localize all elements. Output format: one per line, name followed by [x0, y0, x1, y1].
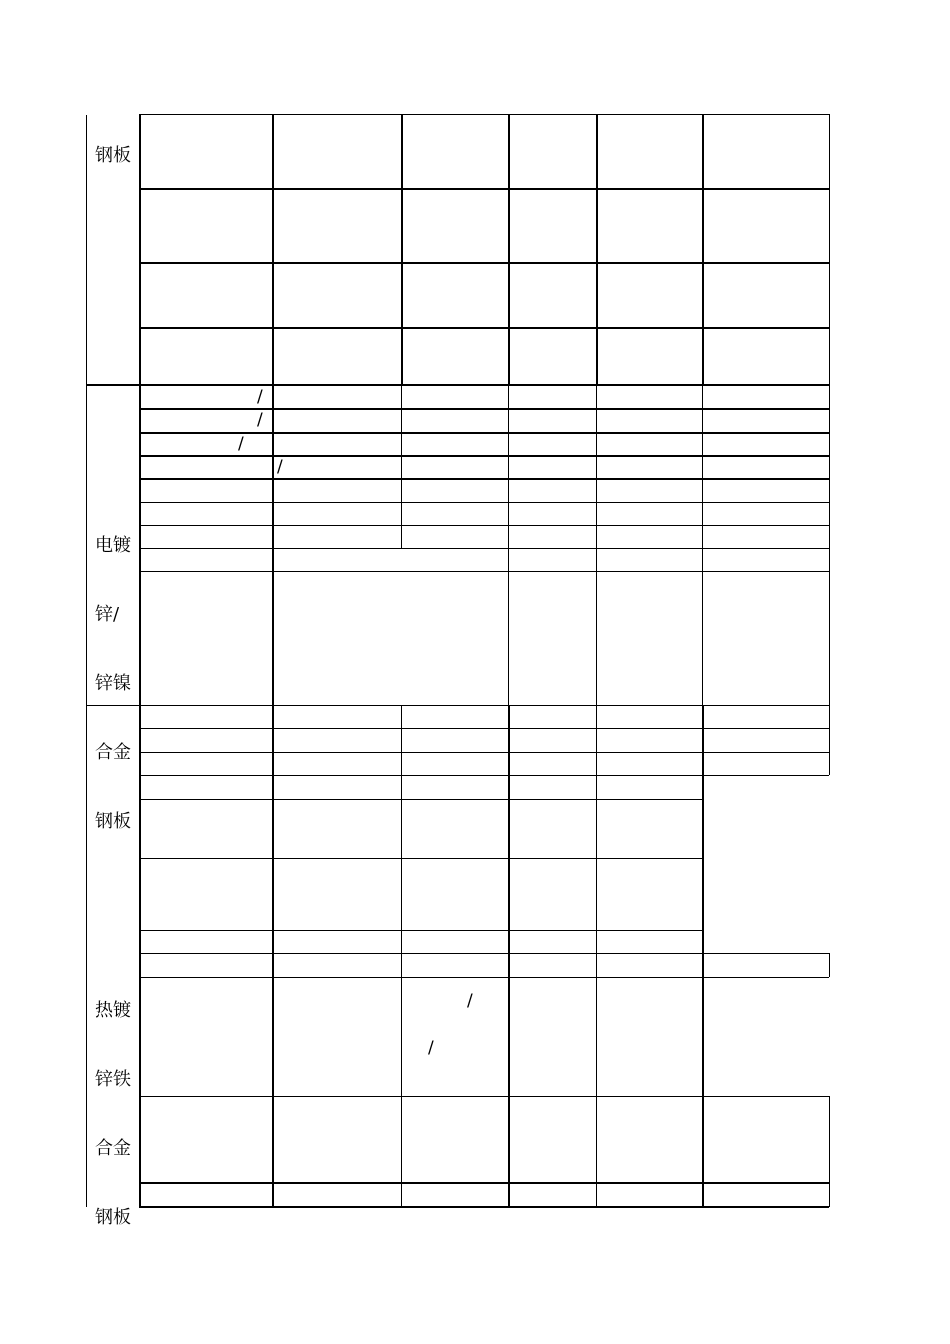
grid-line-h — [139, 858, 702, 859]
grid-line-v — [401, 384, 402, 548]
grid-line-h — [86, 705, 829, 706]
slash-mark: / — [428, 1038, 434, 1058]
section-label-line: 钢板 — [95, 145, 131, 166]
grid-line-h — [139, 775, 829, 776]
grid-line-h — [139, 525, 829, 526]
slash-mark: / — [467, 991, 473, 1011]
grid-line-v — [401, 114, 403, 384]
grid-line-v — [86, 115, 87, 1207]
grid-line-h — [139, 262, 829, 264]
section-label-line: 热镀 — [95, 1000, 131, 1021]
grid-line-h — [139, 478, 829, 480]
grid-line-h — [139, 408, 829, 410]
section-label-line: 锌/ — [95, 604, 120, 625]
grid-line-v — [508, 705, 510, 1207]
grid-line-h — [139, 502, 829, 503]
grid-line-h — [139, 799, 702, 800]
grid-line-h — [86, 384, 829, 386]
section-label-line: 钢板 — [95, 1207, 131, 1228]
grid-line-v — [272, 705, 274, 1207]
grid-line-h — [139, 752, 829, 753]
section-label-electro — [95, 488, 131, 856]
section-label-line: 电镀 — [95, 535, 131, 556]
section-label-hotdip — [95, 953, 131, 1252]
grid-line-h — [139, 548, 829, 549]
section-label-line: 钢板 — [95, 811, 131, 832]
grid-line-v — [702, 384, 703, 705]
grid-line-v — [702, 705, 704, 1207]
grid-line-v — [702, 114, 704, 384]
grid-line-v — [829, 705, 830, 775]
grid-line-v — [596, 384, 597, 705]
slash-mark: / — [277, 457, 283, 477]
grid-line-v — [829, 953, 830, 977]
grid-line-h — [139, 977, 829, 978]
grid-line-h — [139, 571, 829, 572]
grid-line-h — [139, 455, 829, 457]
grid-line-h — [139, 1182, 829, 1184]
section-label-line: 锌铁 — [95, 1069, 131, 1090]
grid-line-v — [508, 114, 510, 384]
grid-line-h — [139, 188, 829, 190]
grid-line-h — [139, 1096, 829, 1097]
grid-line-h — [139, 1206, 829, 1208]
grid-line-v — [508, 384, 509, 705]
section-label-line: 合金 — [95, 1138, 131, 1159]
grid-line-v — [272, 114, 274, 384]
grid-line-v — [139, 114, 141, 384]
grid-line-v — [829, 384, 830, 705]
grid-line-h — [139, 327, 829, 329]
grid-line-h — [139, 432, 829, 434]
section-label-line: 合金 — [95, 742, 131, 763]
grid-line-h — [139, 930, 702, 931]
section-label-line: 锌镍 — [95, 673, 131, 694]
grid-line-v — [272, 384, 274, 705]
grid-line-v — [139, 384, 141, 1207]
grid-line-v — [596, 114, 598, 384]
slash-mark: / — [238, 434, 244, 454]
slash-mark: / — [257, 410, 263, 430]
grid-line-v — [401, 705, 402, 1207]
slash-mark: / — [257, 387, 263, 407]
grid-line-h — [139, 114, 829, 115]
grid-line-h — [139, 953, 829, 954]
grid-line-h — [139, 728, 829, 729]
grid-line-v — [596, 705, 597, 1207]
section-label-top — [95, 98, 131, 190]
grid-line-v — [829, 114, 830, 384]
grid-line-v — [829, 1096, 830, 1207]
